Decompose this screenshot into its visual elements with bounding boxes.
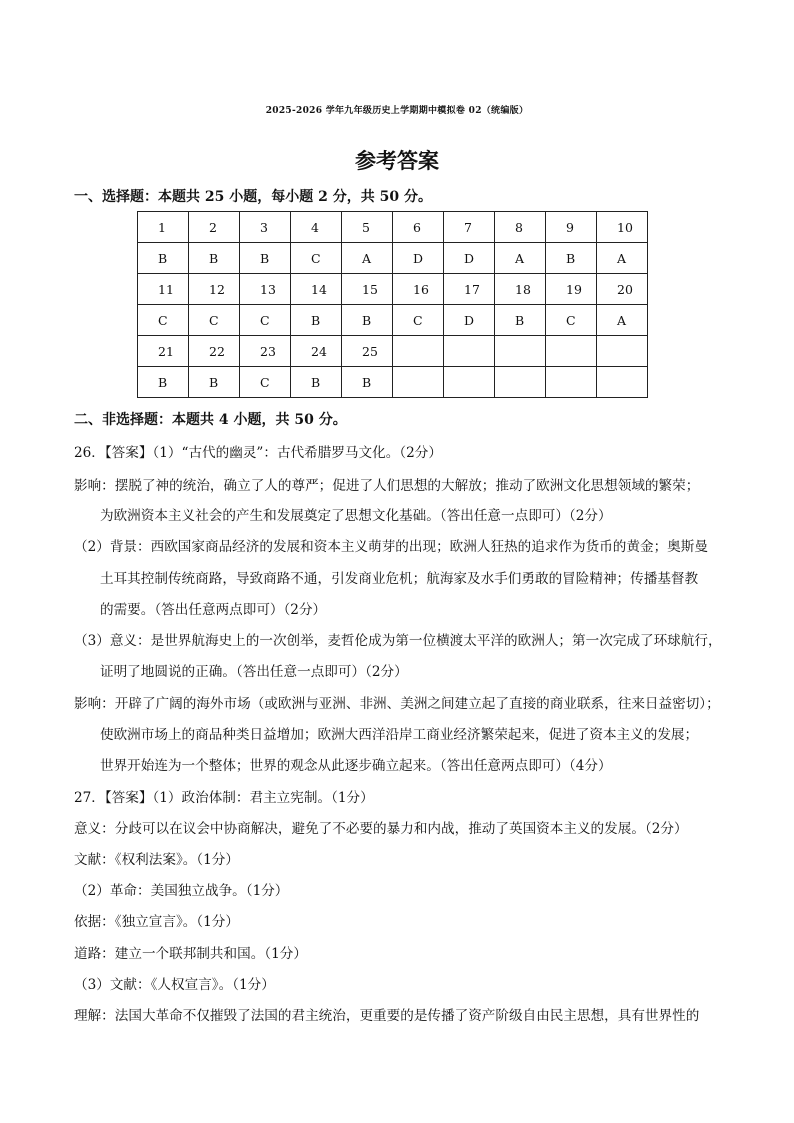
answer-line: 使欧洲市场上的商品种类日益增加；欧洲大西洋沿岸工商业经济繁荣起来，促进了资本主义的发展； [100, 727, 699, 743]
table-cell [597, 367, 648, 398]
table-cell: 19 [546, 274, 597, 305]
table-cell [546, 336, 597, 367]
table-cell: C [138, 305, 189, 336]
table-cell: A [597, 243, 648, 274]
answer-line: 土耳其控制传统商路，导致商路不通，引发商业危机；航海家及水手们勇敢的冒险精神；传播基督教 [100, 571, 699, 587]
answer-line: 26．【答案】（1）“古代的幽灵”：古代希腊罗马文化。（2分） [74, 445, 442, 461]
table-cell: C [189, 305, 240, 336]
table-cell: 17 [444, 274, 495, 305]
answer-table [137, 211, 648, 398]
answer-line: 影响：开辟了广阔的海外市场（或欧洲与亚洲、非洲、美洲之间建立起了直接的商业联系，往来日益密切）； [74, 696, 720, 712]
table-cell: A [597, 305, 648, 336]
table-cell: C [240, 367, 291, 398]
answer-line: 理解：法国大革命不仅摧毁了法国的君主统治，更重要的是传播了资产阶级自由民主思想，具有世界性的 [74, 1008, 700, 1024]
table-cell: 9 [546, 212, 597, 243]
table-row [138, 336, 648, 367]
table-cell: 1 [138, 212, 189, 243]
table-cell: 13 [240, 274, 291, 305]
table-cell: 7 [444, 212, 495, 243]
table-cell: B [342, 305, 393, 336]
table-cell: 11 [138, 274, 189, 305]
answer-line: 世界开始连为一个整体；世界的观念从此逐步确立起来。（答出任意两点即可）（4分） [100, 758, 612, 774]
table-cell: D [444, 305, 495, 336]
table-cell: 14 [291, 274, 342, 305]
answer-line: （3）文献：《人权宣言》。（1分） [74, 977, 275, 993]
table-cell: 3 [240, 212, 291, 243]
answer-line: 27．【答案】（1）政治体制：君主立宪制。（1分） [74, 790, 374, 806]
table-cell [444, 367, 495, 398]
answer-line: 文献：《权利法案》。（1分） [74, 852, 239, 868]
table-row [138, 305, 648, 336]
table-cell: B [495, 305, 546, 336]
table-cell: B [189, 367, 240, 398]
table-cell [597, 336, 648, 367]
answer-line: （2）革命：美国独立战争。（1分） [74, 883, 289, 899]
answer-line: 为欧洲资本主义社会的产生和发展奠定了思想文化基础。（答出任意一点即可）（2分） [100, 508, 612, 524]
table-cell: 24 [291, 336, 342, 367]
table-cell [444, 336, 495, 367]
answer-line: 依据：《独立宣言》。（1分） [74, 914, 239, 930]
table-cell: B [138, 367, 189, 398]
table-cell [495, 336, 546, 367]
table-cell: 25 [342, 336, 393, 367]
table-cell: B [138, 243, 189, 274]
table-cell: 16 [393, 274, 444, 305]
table-cell [495, 367, 546, 398]
table-cell: C [291, 243, 342, 274]
table-row [138, 367, 648, 398]
table-cell: 12 [189, 274, 240, 305]
table-cell: B [240, 243, 291, 274]
answer-line: 影响：摆脱了神的统治，确立了人的尊严；促进了人们思想的大解放；推动了欧洲文化思想领域的繁荣； [74, 478, 700, 494]
table-cell: B [546, 243, 597, 274]
table-cell: 15 [342, 274, 393, 305]
table-cell: B [342, 367, 393, 398]
table-row [138, 274, 648, 305]
table-cell: 23 [240, 336, 291, 367]
table-cell: 4 [291, 212, 342, 243]
table-cell: A [342, 243, 393, 274]
table-cell: C [240, 305, 291, 336]
table-cell [393, 336, 444, 367]
table-row [138, 243, 648, 274]
answer-line: （3）意义：是世界航海史上的一次创举，麦哲伦成为第一位横渡太平洋的欧洲人；第一次完成了环球航行， [74, 633, 722, 649]
table-cell: 18 [495, 274, 546, 305]
table-cell: C [546, 305, 597, 336]
table-cell: 22 [189, 336, 240, 367]
section-heading-nonchoice: 二、非选择题：本题共 4 小题，共 50 分。 [74, 412, 347, 428]
table-cell: 6 [393, 212, 444, 243]
table-cell: B [291, 367, 342, 398]
table-cell: 10 [597, 212, 648, 243]
table-cell: B [189, 243, 240, 274]
table-cell [546, 367, 597, 398]
table-cell: 5 [342, 212, 393, 243]
table-cell: 20 [597, 274, 648, 305]
table-cell: A [495, 243, 546, 274]
table-cell: C [393, 305, 444, 336]
answer-line: （2）背景：西欧国家商品经济的发展和资本主义萌芽的出现；欧洲人狂热的追求作为货币的黄金；奥斯曼 [74, 539, 708, 555]
page-subtitle: 参考答案 [355, 148, 439, 173]
table-cell: B [291, 305, 342, 336]
table-cell: 8 [495, 212, 546, 243]
table-cell: 2 [189, 212, 240, 243]
table-row [138, 212, 648, 243]
table-cell: D [393, 243, 444, 274]
section-heading-choice: 一、选择题：本题共 25 小题，每小题 2 分，共 50 分。 [74, 189, 432, 205]
table-cell: 21 [138, 336, 189, 367]
answer-line: 的需要。（答出任意两点即可）（2分） [100, 602, 327, 618]
table-cell [393, 367, 444, 398]
page-title: 2025-2026 学年九年级历史上学期期中模拟卷 02（统编版） [265, 106, 529, 116]
answer-line: 证明了地圆说的正确。（答出任意一点即可）（2分） [100, 664, 408, 680]
answer-line: 道路：建立一个联邦制共和国。（1分） [74, 946, 307, 962]
table-cell: D [444, 243, 495, 274]
answer-line: 意义：分歧可以在议会中协商解决，避免了不必要的暴力和内战，推动了英国资本主义的发展。（2分） [74, 821, 688, 837]
